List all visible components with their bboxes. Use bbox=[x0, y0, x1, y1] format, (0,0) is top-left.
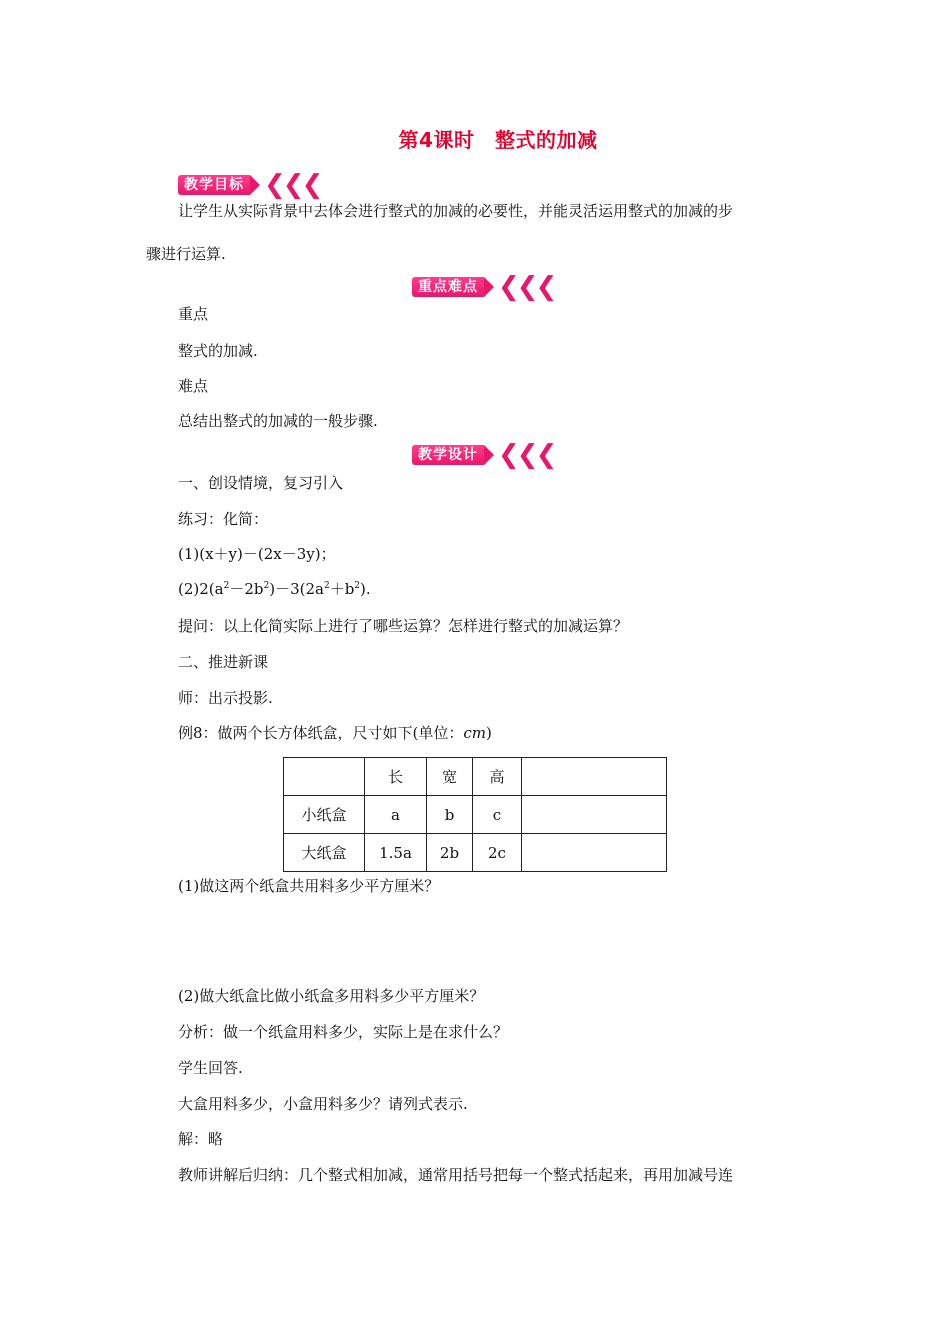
table-cell: c bbox=[473, 796, 522, 834]
objectives-line2: 骤进行运算. bbox=[146, 245, 226, 263]
table-cell: 2c bbox=[473, 834, 522, 872]
chevrons-icon: ❮❮❮ bbox=[498, 272, 555, 302]
question-1: (1)做这两个纸盒共用料多少平方厘米？ bbox=[178, 877, 440, 895]
table-cell bbox=[522, 796, 667, 834]
table-cell bbox=[522, 758, 667, 796]
table-cell: b bbox=[427, 796, 473, 834]
key-text: 整式的加减. bbox=[178, 342, 258, 360]
table-cell: 2b bbox=[427, 834, 473, 872]
table-header-row bbox=[284, 758, 667, 796]
part2-heading: 二、推进新课 bbox=[178, 653, 269, 671]
exercise-1: (1)(x＋y)－(2x－3y)； bbox=[178, 545, 336, 563]
chevrons-icon: ❮❮❮ bbox=[498, 440, 555, 470]
objectives-label: 教学目标 bbox=[178, 175, 250, 195]
keypoints-banner bbox=[412, 272, 555, 302]
table-cell: 高 bbox=[473, 758, 522, 796]
design-banner bbox=[412, 440, 555, 470]
table-cell bbox=[284, 758, 365, 796]
table-cell: 1.5a bbox=[365, 834, 427, 872]
question-line: 提问：以上化简实际上进行了哪些运算？怎样进行整式的加减运算？ bbox=[178, 617, 629, 635]
key-label: 重点 bbox=[178, 305, 209, 323]
analysis-line: 分析：做一个纸盒用料多少，实际上是在求什么？ bbox=[178, 1023, 509, 1041]
part1-heading: 一、创设情境，复习引入 bbox=[178, 474, 344, 492]
objectives-banner bbox=[178, 170, 321, 200]
objectives-line1: 让学生从实际背景中去体会进行整式的加减的必要性，并能灵活运用整式的加减的步 bbox=[178, 202, 734, 220]
table-row bbox=[284, 796, 667, 834]
table-cell: 长 bbox=[365, 758, 427, 796]
dimensions-table bbox=[283, 757, 667, 872]
student-line: 学生回答. bbox=[178, 1059, 243, 1077]
design-label: 教学设计 bbox=[412, 445, 484, 465]
page-title: 第4课时 整式的加减 bbox=[398, 128, 598, 152]
table-cell: 小纸盒 bbox=[284, 796, 365, 834]
hard-label: 难点 bbox=[178, 377, 209, 395]
summary-line: 教师讲解后归纳：几个整式相加减，通常用括号把每一个整式括起来，再用加减号连 bbox=[178, 1166, 734, 1184]
table-cell bbox=[522, 834, 667, 872]
hard-text: 总结出整式的加减的一般步骤. bbox=[178, 412, 378, 430]
table-row bbox=[284, 834, 667, 872]
exercise-2: $(2)2(a^2-2b^2)-3(2a^2+b^2)$. bbox=[178, 580, 371, 598]
teacher-line: 师：出示投影. bbox=[178, 689, 273, 707]
ask-line: 大盒用料多少，小盒用料多少？请列式表示. bbox=[178, 1095, 468, 1113]
table-cell: a bbox=[365, 796, 427, 834]
solution-line: 解：略 bbox=[178, 1130, 224, 1148]
question-2: (2)做大纸盒比做小纸盒多用料多少平方厘米？ bbox=[178, 987, 485, 1005]
keypoints-label: 重点难点 bbox=[412, 277, 484, 297]
chevrons-icon: ❮❮❮ bbox=[264, 170, 321, 200]
example-line: 例8：做两个长方体纸盒，尺寸如下(单位：cm) bbox=[178, 724, 492, 742]
table-cell: 大纸盒 bbox=[284, 834, 365, 872]
table-cell: 宽 bbox=[427, 758, 473, 796]
practice-line: 练习：化简： bbox=[178, 510, 269, 528]
